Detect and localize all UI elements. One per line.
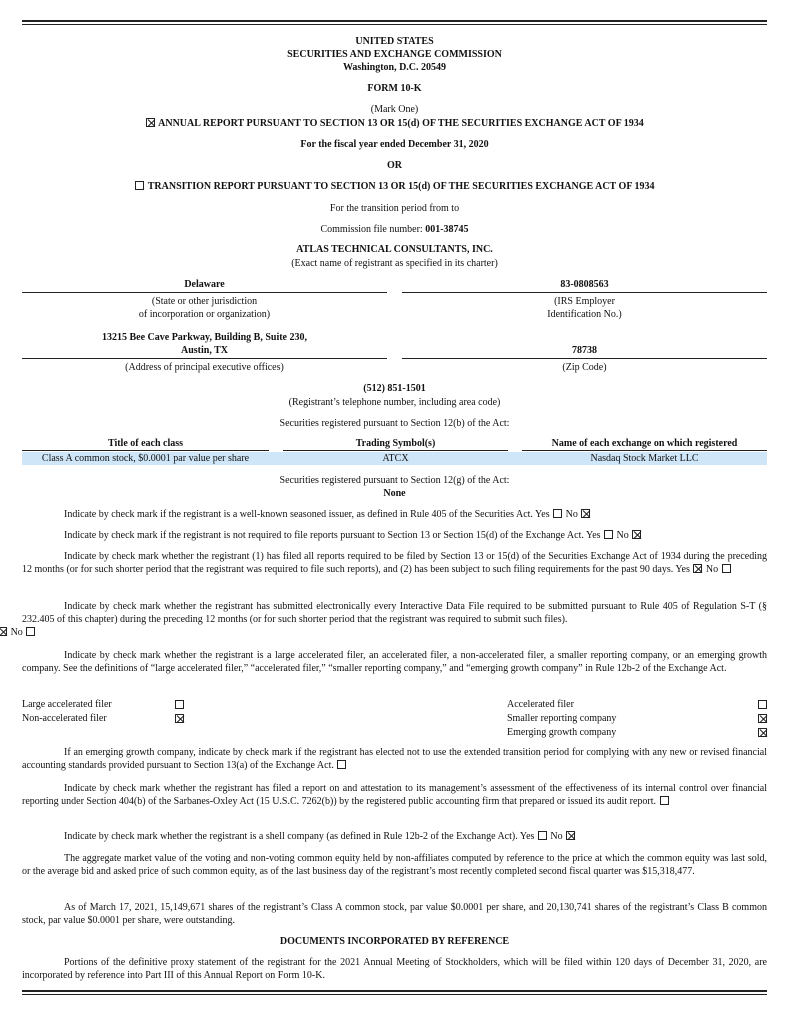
docs-text: Portions of the definitive proxy statement of the registrant for the 2021 Annual Meeting of Stockholders, which will be filed within 120 days of December 31, 2020, are incorporated by reference into Part III of this Annual Report on Form 10-K.: [22, 957, 767, 982]
bottom-rule-thin: [22, 994, 767, 995]
irs-label-1: (IRS Employer: [554, 296, 615, 307]
interactive-no-box[interactable]: [26, 627, 35, 636]
state-label-2: of incorporation or organization): [138, 309, 271, 320]
smaller-reporting-label: Smaller reporting company: [507, 713, 617, 724]
col-title-header: Title of each class: [107, 438, 184, 449]
wksi-text: Indicate by check mark if the registrant is a well-known seasoned issuer, as defined in Rule 405 of the Securities Act. Yes: [64, 509, 550, 520]
transition-period: For the transition period from to: [329, 203, 460, 214]
col-title-rule: [22, 450, 269, 451]
zip-rule: [402, 358, 767, 359]
not-required-no-box[interactable]: [632, 530, 641, 539]
non-accelerated-box[interactable]: [175, 714, 184, 723]
irs-value: 83-0808563: [560, 279, 609, 290]
phone-value: (512) 851-1501: [363, 383, 426, 394]
row-exchange: Nasdaq Stock Market LLC: [590, 453, 699, 464]
icfr-box[interactable]: [660, 796, 669, 805]
shell-text: Indicate by check mark whether the registrant is a shell company (as defined in Rule 12b-2 of the Exchange Act). Yes: [64, 831, 535, 842]
icfr-text: Indicate by check mark whether the registrant has filed a report on and attestation to its management’s assessment of the effectiveness of its internal control over financial reporting under Section 404(b) of the Sarbanes-Oxley Act (15 U.S.C. 7262(b)) by the registered public accounting firm that prepared or issued its audit report.: [22, 783, 767, 808]
top-rule-thin: [22, 24, 767, 25]
row-title: Class A common stock, $0.0001 par value per share: [41, 453, 250, 464]
docs-heading: DOCUMENTS INCORPORATED BY REFERENCE: [279, 936, 510, 947]
header-line1: UNITED STATES: [355, 36, 434, 47]
shares-outstanding-text: As of March 17, 2021, 15,149,671 shares of the registrant’s Class A common stock, par value $0.0001 per share, and 20,130,741 shares of the registrant’s Class B common stock, par value $0.0001 per share, were outstanding.: [22, 902, 767, 927]
col-exchange-header: Name of each exchange on which registered: [551, 438, 738, 449]
emerging-growth-label: Emerging growth company: [507, 727, 617, 738]
transition-unchecked-icon: [135, 181, 144, 190]
section-12b-heading: Securities registered pursuant to Section 12(b) of the Act:: [279, 418, 510, 429]
filed-reports-yes-box[interactable]: [693, 564, 702, 573]
col-exchange-rule: [522, 450, 767, 451]
egc-transition-text: If an emerging growth company, indicate by check mark if the registrant has elected not to use the extended transition period for complying with any new or revised financial accounting standards provided pursuant to Section 13(a) of the Exchange Act.: [22, 747, 767, 772]
address-line-1: 13215 Bee Cave Parkway, Building B, Suite 230,: [101, 332, 307, 343]
commission-label: Commission file number:: [320, 224, 426, 235]
interactive-no-label: No: [10, 627, 23, 639]
filed-reports-text: Indicate by check mark whether the registrant (1) has filed all reports required to be filed by Section 13 or 15(d) of the Securities Exchange Act of 1934 during the preceding 12 months (or for such shorter period that the registrant was required to file such reports), and (2) has been subject to such filing requirements for the past 90 days. Yes: [22, 551, 767, 576]
shell-no-box[interactable]: [566, 831, 575, 840]
mark-one: (Mark One): [370, 104, 419, 115]
wksi-no-box[interactable]: [581, 509, 590, 518]
registrant-subtitle: (Exact name of registrant as specified in its charter): [291, 258, 498, 269]
egc-transition-box[interactable]: [337, 760, 346, 769]
section-12g-value: None: [383, 488, 406, 499]
state-rule: [22, 292, 387, 293]
shell-check: [22, 830, 767, 843]
commission-file: [22, 223, 767, 236]
zip-value: 78738: [572, 345, 597, 356]
filed-reports-no-box[interactable]: [722, 564, 731, 573]
interactive-check: [10, 600, 767, 640]
accelerated-label: Accelerated filer: [507, 699, 574, 710]
large-accelerated-box[interactable]: [175, 700, 184, 709]
market-value-text: The aggregate market value of the voting and non-voting common equity held by non-affiliates computed by reference to the price at which the common equity was last sold, or the average bid and asked price of such common equity, as of the last business day of the registrant’s most recently completed second fiscal quarter was $15,318,477.: [22, 853, 767, 878]
row-symbol: ATCX: [382, 453, 409, 464]
irs-label-2: Identification No.): [547, 309, 622, 320]
address-line-2: Austin, TX: [180, 345, 229, 356]
wksi-check: [22, 508, 767, 521]
irs-rule: [402, 292, 767, 293]
zip-label: (Zip Code): [562, 362, 607, 373]
or-divider: OR: [387, 160, 402, 171]
phone-label: (Registrant’s telephone number, including area code): [288, 397, 501, 408]
non-accelerated-label: Non-accelerated filer: [22, 713, 107, 724]
state-label-1: (State or other jurisdiction: [151, 296, 258, 307]
bottom-rule: [22, 990, 767, 992]
annual-report-line: [22, 117, 767, 130]
not-required-check: [22, 529, 767, 542]
accelerated-box[interactable]: [758, 700, 767, 709]
col-symbol-rule: [283, 450, 508, 451]
annual-report-text: ANNUAL REPORT PURSUANT TO SECTION 13 OR 15(d) OF THE SECURITIES EXCHANGE ACT OF 1934: [158, 118, 644, 129]
interactive-yes-box[interactable]: [0, 627, 7, 636]
header-line3: Washington, D.C. 20549: [342, 62, 447, 73]
filed-reports-no-label: No: [705, 564, 719, 576]
annual-checked-icon: [146, 118, 155, 127]
header-line2: SECURITIES AND EXCHANGE COMMISSION: [287, 49, 502, 60]
transition-report-line: [22, 180, 767, 193]
shell-yes-box[interactable]: [538, 831, 547, 840]
wksi-no-label: No: [565, 509, 578, 520]
transition-report-text: TRANSITION REPORT PURSUANT TO SECTION 13 OR 15(d) OF THE SECURITIES EXCHANGE ACT OF 1934: [147, 181, 655, 192]
shell-no-label: No: [550, 831, 563, 842]
icfr-check: [22, 782, 767, 808]
not-required-yes-box[interactable]: [604, 530, 613, 539]
emerging-growth-box[interactable]: [758, 728, 767, 737]
wksi-yes-box[interactable]: [553, 509, 562, 518]
form-title: FORM 10-K: [367, 83, 422, 94]
smaller-reporting-box[interactable]: [758, 714, 767, 723]
address-rule: [22, 358, 387, 359]
not-required-no-label: No: [616, 530, 629, 541]
filer-type-text: Indicate by check mark whether the registrant is a large accelerated filer, an accelerated filer, a non-accelerated filer, a smaller reporting company, or an emerging growth company. See the definitions of “large accelerated filer,” “accelerated filer,” “smaller reporting company,” and “emerging growth company” in Rule 12b-2 of the Exchange Act.: [22, 650, 767, 675]
large-accelerated-label: Large accelerated filer: [22, 699, 112, 710]
interactive-text: Indicate by check mark whether the registrant has submitted electronically every Interactive Data File required to be submitted pursuant to Rule 405 of Regulation S-T (§ 232.405 of this chapter) during the preceding 12 months (or for such shorter period that the registrant was required to submit such files).: [22, 601, 767, 626]
top-rule: [22, 20, 767, 22]
not-required-text: Indicate by check mark if the registrant is not required to file reports pursuant to Section 13 or Section 15(d) of the Exchange Act. Yes: [64, 530, 601, 541]
filed-reports-check: [22, 550, 767, 576]
section-12g-heading: Securities registered pursuant to Section 12(g) of the Act:: [279, 475, 510, 486]
egc-transition-check: [22, 746, 767, 772]
registrant-name: ATLAS TECHNICAL CONSULTANTS, INC.: [296, 244, 493, 255]
fiscal-year: For the fiscal year ended December 31, 2020: [300, 139, 489, 150]
commission-number: 001-38745: [425, 224, 469, 235]
col-symbol-header: Trading Symbol(s): [355, 438, 436, 449]
state-value: Delaware: [184, 279, 225, 290]
address-label: (Address of principal executive offices): [125, 362, 284, 373]
